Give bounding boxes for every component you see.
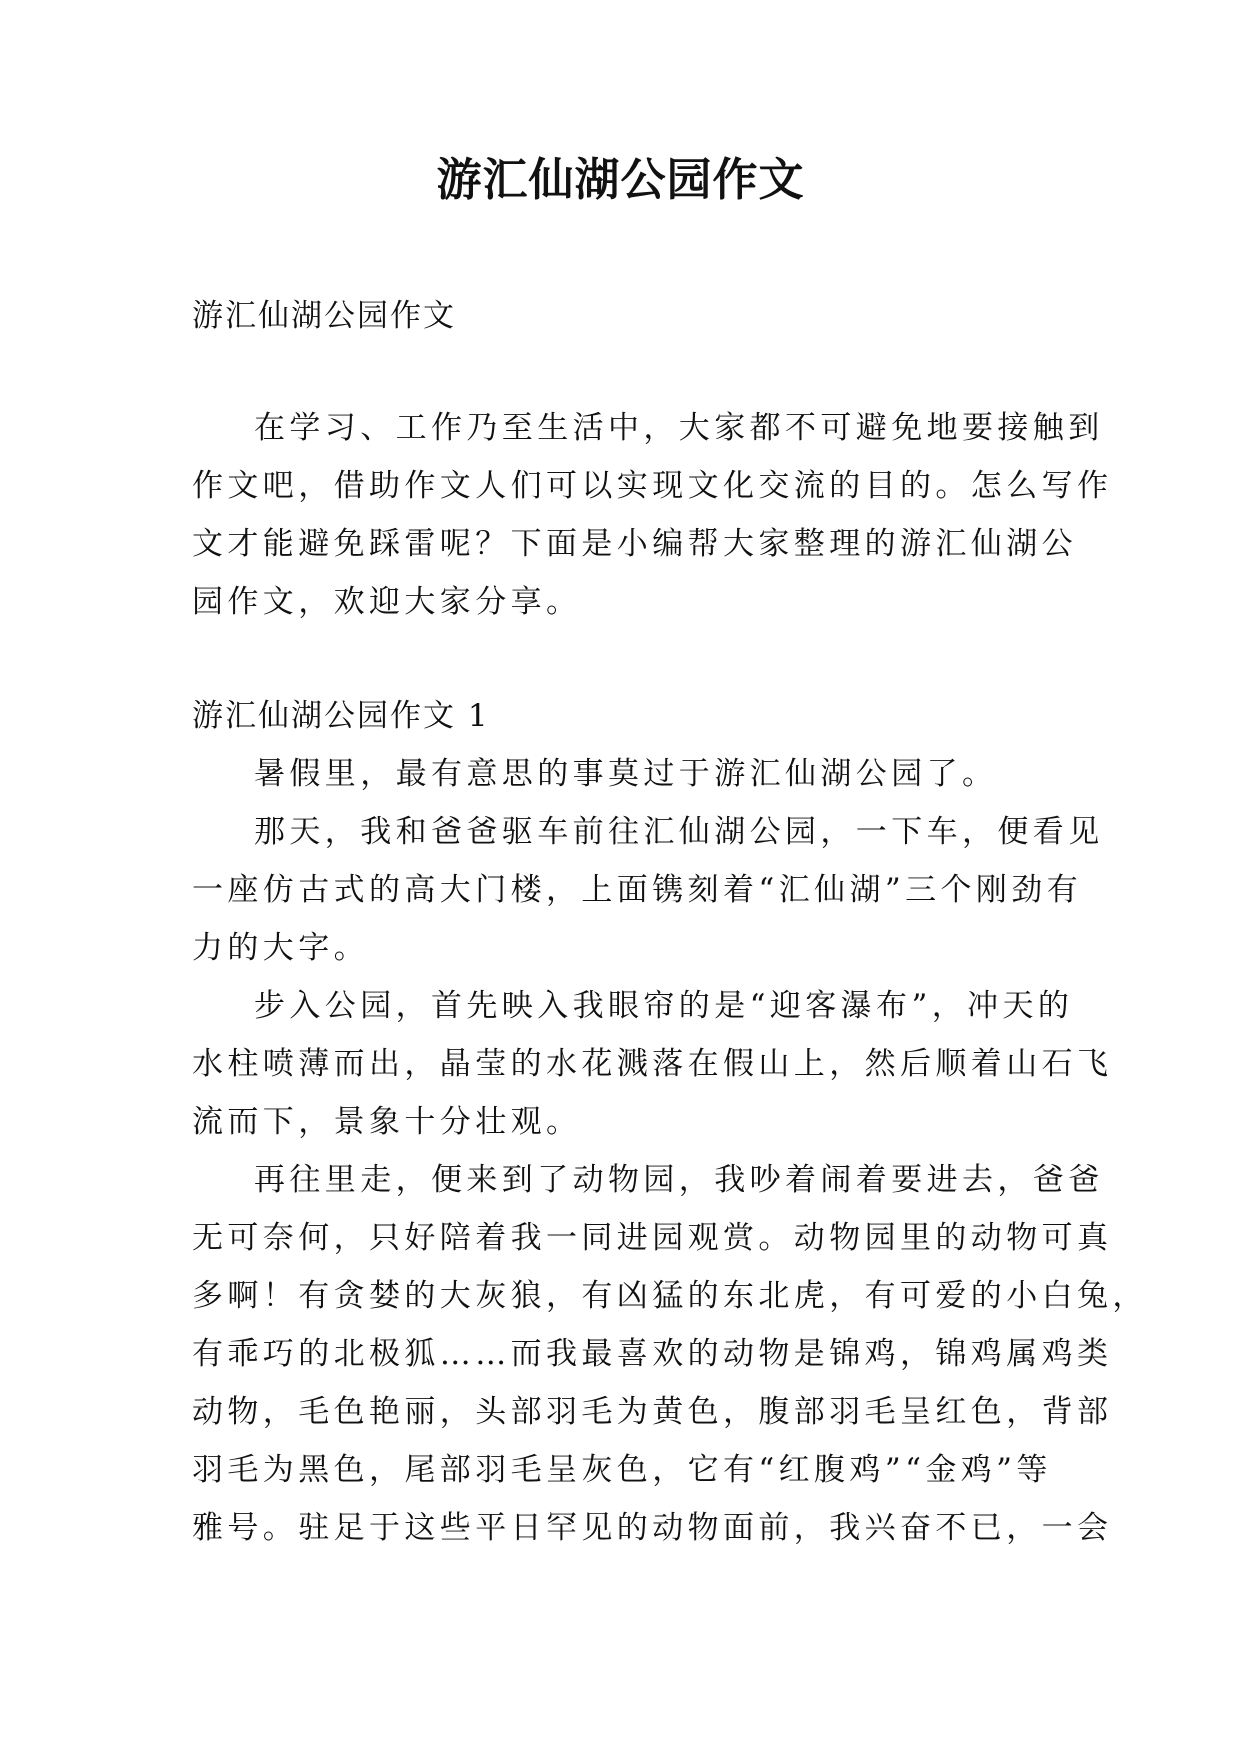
section-heading: 游汇仙湖公园作文 1: [192, 698, 490, 734]
body-line: 一座仿古式的高大门楼，上面镌刻着“汇仙湖”三个刚劲有: [192, 872, 1083, 908]
body-line: 流而下，景象十分壮观。: [192, 1104, 582, 1140]
body-line: 多啊！有贪婪的大灰狼，有凶猛的东北虎，有可爱的小白兔，: [192, 1278, 1148, 1314]
body-line: 有乖巧的北极狐……而我最喜欢的动物是锦鸡，锦鸡属鸡类: [192, 1336, 1113, 1372]
body-line: 羽毛为黑色，尾部羽毛呈灰色，它有“红腹鸡”“金鸡”等: [192, 1452, 1052, 1488]
intro-line: 文才能避免踩雷呢？下面是小编帮大家整理的游汇仙湖公: [192, 526, 1077, 562]
document-subtitle: 游汇仙湖公园作文: [192, 298, 456, 334]
intro-line: 作文吧，借助作文人们可以实现文化交流的目的。怎么写作: [192, 468, 1113, 504]
body-line: 水柱喷薄而出，晶莹的水花溅落在假山上，然后顺着山石飞: [192, 1046, 1113, 1082]
body-line: 力的大字。: [192, 930, 369, 966]
body-line: 无可奈何，只好陪着我一同进园观赏。动物园里的动物可真: [192, 1220, 1113, 1256]
intro-line: 在学习、工作乃至生活中，大家都不可避免地要接触到: [254, 410, 1104, 446]
body-line: 暑假里，最有意思的事莫过于游汇仙湖公园了。: [254, 756, 998, 792]
body-line: 那天，我和爸爸驱车前往汇仙湖公园，一下车，便看见: [254, 814, 1104, 850]
body-line: 步入公园，首先映入我眼帘的是“迎客瀑布”，冲天的: [254, 988, 1074, 1024]
intro-line: 园作文，欢迎大家分享。: [192, 584, 582, 620]
body-line: 动物，毛色艳丽，头部羽毛为黄色，腹部羽毛呈红色，背部: [192, 1394, 1113, 1430]
document-title: 游汇仙湖公园作文: [436, 153, 805, 206]
body-line: 雅号。驻足于这些平日罕见的动物面前，我兴奋不已，一会: [192, 1510, 1113, 1546]
body-line: 再往里走，便来到了动物园，我吵着闹着要进去，爸爸: [254, 1162, 1104, 1198]
